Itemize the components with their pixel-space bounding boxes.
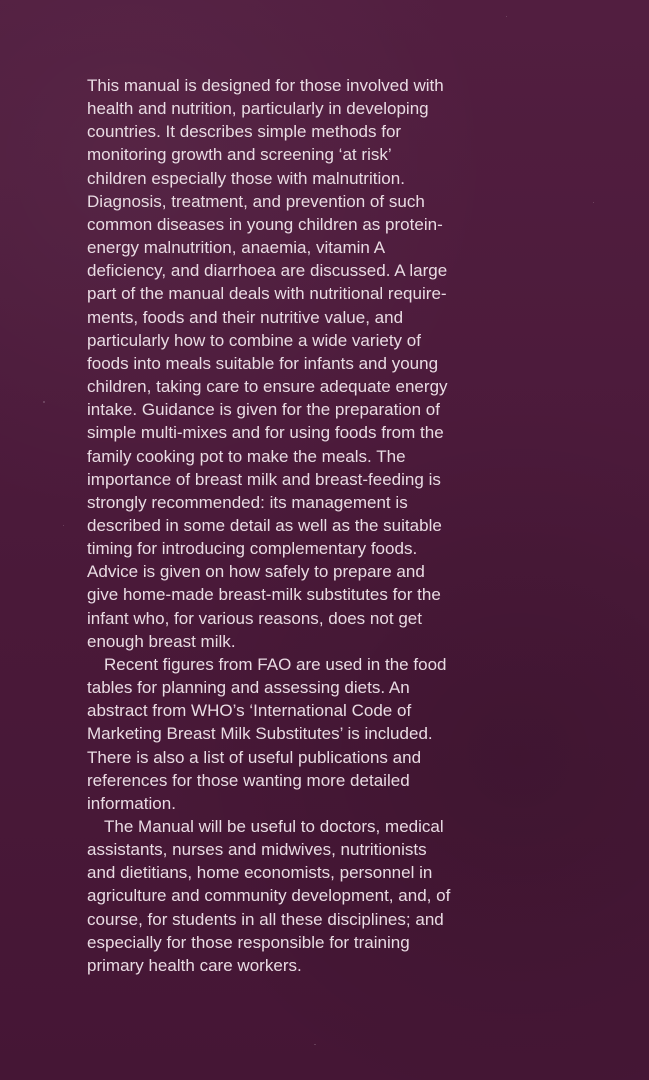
description-line-39: primary health care workers.	[87, 955, 302, 975]
description-line-9: deficiency, and diarrhoea are discussed. A large	[87, 261, 448, 281]
description-line-12: particularly how to combine a wide variety of	[87, 330, 421, 350]
description-line-6: Diagnosis, treatment, and prevention of such	[87, 191, 425, 211]
description-line-21: timing for introducing complementary foods.	[87, 539, 418, 559]
description-line-29: Marketing Breast Milk Substitutes’ is included.	[87, 724, 433, 744]
description-line-32: information.	[87, 793, 176, 813]
back-cover-description	[87, 74, 557, 977]
description-line-1: This manual is designed for those involved with	[87, 76, 444, 95]
description-line-16: simple multi-mixes and for using foods from the	[87, 423, 444, 443]
description-line-28: abstract from WHO’s ‘International Code of	[87, 701, 412, 721]
description-line-30: There is also a list of useful publications and	[87, 747, 422, 767]
description-line-38: especially for those responsible for training	[87, 932, 410, 952]
description-line-4: monitoring growth and screening ‘at risk’	[87, 145, 392, 165]
description-line-5: children especially those with malnutrition.	[87, 168, 405, 188]
description-line-3: countries. It describes simple methods for	[87, 122, 402, 142]
description-line-27: tables for planning and assessing diets. An	[87, 678, 410, 698]
description-line-33: The Manual will be useful to doctors, medical	[104, 817, 444, 836]
description-line-22: Advice is given on how safely to prepare and	[87, 562, 425, 582]
description-line-17: family cooking pot to make the meals. The	[87, 446, 406, 466]
description-line-35: and dietitians, home economists, personnel in	[87, 863, 433, 883]
description-line-7: common diseases in young children as protein-	[87, 214, 443, 234]
description-line-26: Recent figures from FAO are used in the food	[104, 654, 447, 674]
description-line-8: energy malnutrition, anaemia, vitamin A	[87, 238, 386, 258]
description-line-2: health and nutrition, particularly in developing	[87, 99, 429, 119]
description-line-34: assistants, nurses and midwives, nutritionists	[87, 840, 427, 860]
description-line-24: infant who, for various reasons, does not get	[87, 608, 422, 628]
description-line-18: importance of breast milk and breast-feeding is	[87, 469, 441, 489]
description-line-20: described in some detail as well as the suitable	[87, 515, 442, 535]
description-line-19: strongly recommended: its management is	[87, 492, 408, 512]
description-line-13: foods into meals suitable for infants and young	[87, 353, 439, 373]
description-line-37: course, for students in all these disciplines; and	[87, 909, 444, 929]
description-line-11: ments, foods and their nutritive value, and	[87, 307, 404, 327]
description-line-14: children, taking care to ensure adequate energy	[87, 377, 448, 397]
description-line-36: agriculture and community development, and, of	[87, 886, 451, 906]
description-line-23: give home-made breast-milk substitutes for the	[87, 585, 441, 605]
description-line-10: part of the manual deals with nutritional require-	[87, 284, 447, 304]
description-line-25: enough breast milk.	[87, 631, 236, 651]
description-line-31: references for those wanting more detailed	[87, 770, 410, 790]
description-line-15: intake. Guidance is given for the preparation of	[87, 400, 440, 420]
